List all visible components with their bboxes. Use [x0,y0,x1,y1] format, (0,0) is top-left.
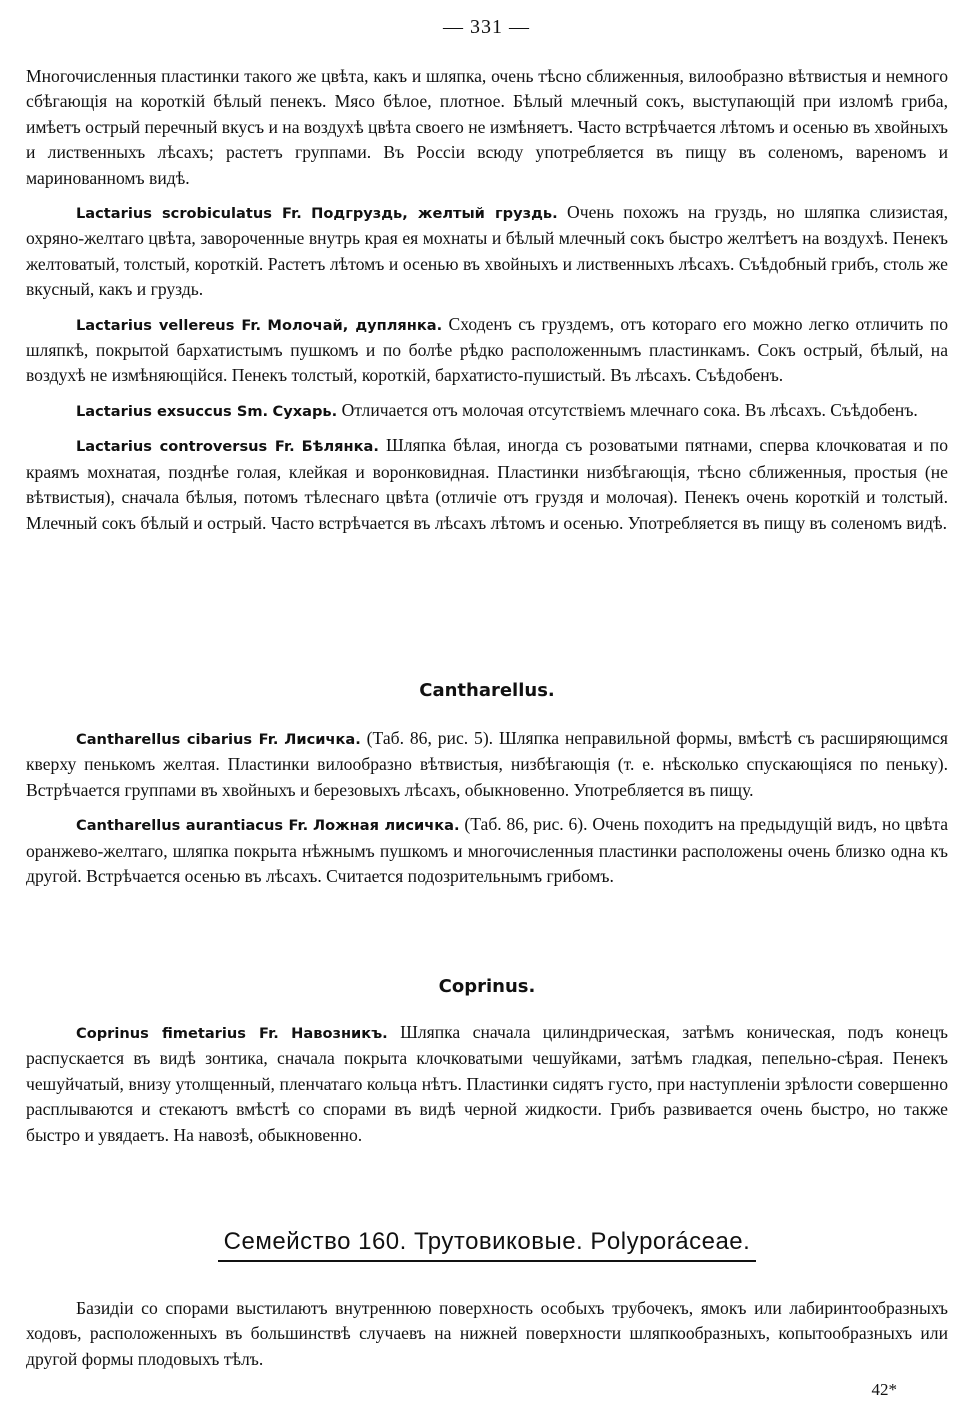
body-text-coprinus [26,1020,948,1157]
paragraph-cantharellus-aurantiacus [26,812,948,889]
paragraph-lactarius-controversus [26,433,948,536]
body-text-upper [26,64,948,545]
paragraph-cantharellus-cibarius [26,726,948,803]
common-name: Бѣлянка. [301,438,379,456]
family-heading-wrap [26,1228,948,1262]
family-heading: Семейство 160. Трутовиковые. Polyporáceae. [218,1228,757,1262]
section-cantharellus [26,680,948,701]
common-name: Молочай, дуплянка. [267,316,443,334]
paragraph-text: Шляпка сначала цилиндрическая, затѣмъ коническая, подъ конецъ распускается въ видѣ зонтика, сначала покрыта клочковатыми чешуйками, затѣмъ гладкая, пепельно-сѣрая. Пенекъ чешуйчатый, внизу утолщенный, пленчатаго кольца нѣтъ. Пластинки сидятъ густо, при наступленіи зрѣлости совершенно расплываются и стекаютъ вмѣстѣ со спорами въ видѣ черной жидкости. Грибъ развивается очень быстро, но также быстро и увядаетъ. На навозѣ, обыкновенно. [26,1022,948,1145]
paragraph-lactarius-exsuccus [26,398,948,424]
common-name: Навозникъ. [291,1025,388,1042]
section-family [26,1228,948,1262]
paragraph-text: Шляпка бѣлая, иногда съ розоватыми пятнами, сперва клочковатая и по краямъ мохнатая, позднѣе голая, клейкая и воронковидная. Пластинки низбѣгающія, тѣсно сближенныя, простыя (не вѣтвистыя), сначала бѣлыя, потомъ тѣлеснаго цвѣта (отличіе отъ груздя и молочая). Пенекъ очень короткій и толстый. Млечный сокъ бѣлый и острый. Часто встрѣчается въ лѣсахъ лѣтомъ и осенью. Употребляется въ пищу въ соленомъ видѣ. [26,435,948,533]
paragraph-lactarius-scrobiculatus [26,200,948,303]
species-name: Cantharellus aurantiacus Fr. [76,817,309,835]
body-text-family [26,1296,948,1381]
paragraph-text: (Таб. 86, рис. 6). Очень походитъ на предыдущій видъ, но цвѣта оранжево-желтаго, шляпка покрыта нѣжнымъ пушкомъ и многочисленныя пластинки расположены очень близко одна къ другой. Встрѣчается осенью въ лѣсахъ. Считается подозрительнымъ грибомъ. [26,814,948,887]
common-name: Сухарь. [272,402,338,420]
species-name: Lactarius controversus Fr. [76,438,295,456]
paragraph-lactarius-continued: Многочисленныя пластинки такого же цвѣта, какъ и шляпка, очень тѣсно сближенныя, вилообразно вѣтвистыя и немного сбѣгающія на короткій бѣлый пенекъ. Мясо бѣлое, плотное. Бѣлый млечный сокъ, выступающій при изломѣ гриба, имѣетъ острый перечный вкусъ и на воздухѣ цвѣта своего не измѣняетъ. Часто встрѣчается лѣтомъ и осенью въ хвойныхъ и лиственныхъ лѣсахъ; растетъ группами. Въ Россіи всюду употребляется въ пищу въ соленомъ, вареномъ и маринованномъ видѣ. [26,66,948,188]
species-name: Cantharellus cibarius Fr. [76,731,279,748]
paragraph-lactarius-vellereus [26,312,948,389]
species-name: Coprinus fimetarius Fr. [76,1025,279,1042]
paragraph-text: Отличается отъ молочая отсутствіемъ млечнаго сока. Въ лѣсахъ. Съѣдобенъ. [337,399,918,420]
species-name: Lactarius scrobiculatus Fr. [76,205,302,223]
genus-heading-cantharellus: Cantharellus. [419,680,555,701]
paragraph-text: (Таб. 86, рис. 5). Шляпка неправильной формы, вмѣстѣ съ расширяющимся кверху пенькомъ желтая. Пластинки вилообразно вѣтвистыя, низбѣгающія (т. е. нѣсколько спускающіяся по пеньку). Встрѣчается группами въ хвойныхъ и березовыхъ лѣсахъ, обыкновенно. Употребляется въ пищу. [26,728,948,800]
paragraph-text: Сходенъ съ груздемъ, отъ котораго его можно легко отличить по шляпкѣ, покрытой бархатистымъ пушкомъ и по болѣе рѣдко расположеннымъ пластинкамъ. Сокъ острый, бѣлый, на воздухѣ не измѣняющійся. Пенекъ толстый, короткій, бархатисто-пушистый. Въ лѣсахъ. Съѣдобенъ. [26,313,948,386]
common-name: Лисичка. [284,731,361,748]
paragraph-coprinus-fimetarius [26,1020,948,1148]
page-number: — 331 — [443,16,530,38]
species-name: Lactarius exsuccus Sm. [76,402,269,420]
common-name: Подгруздь, желтый груздь. [311,205,558,223]
genus-heading-coprinus: Coprinus. [438,976,536,997]
paragraph-polyporaceae: Базидіи со спорами выстилаютъ внутреннюю поверхность особыхъ трубочекъ, ямокъ или лабиринтообразныхъ ходовъ, расположенныхъ въ большинствѣ случаевъ на нижней поверхности шляпкообразныхъ, копытообразныхъ или другой формы плодовыхъ тѣлъ. [26,1298,948,1369]
species-name: Lactarius vellereus Fr. [76,316,262,334]
common-name: Ложная лисичка. [313,817,460,835]
signature-mark: 42* [871,1380,897,1399]
body-text-middle [26,726,948,898]
paragraph-text: Очень похожъ на груздь, но шляпка слизистая, охряно-желтаго цвѣта, завороченные внутрь края ея мохнаты и бѣлый млечный сокъ быстро желтѣетъ на воздухѣ. Пенекъ желтоватый, толстый, короткій. Растетъ лѣтомъ и осенью въ хвойныхъ и лиственныхъ лѣсахъ. Съѣдобный грибъ, столь же вкусный, какъ и груздь. [26,202,948,300]
section-coprinus [26,976,948,997]
